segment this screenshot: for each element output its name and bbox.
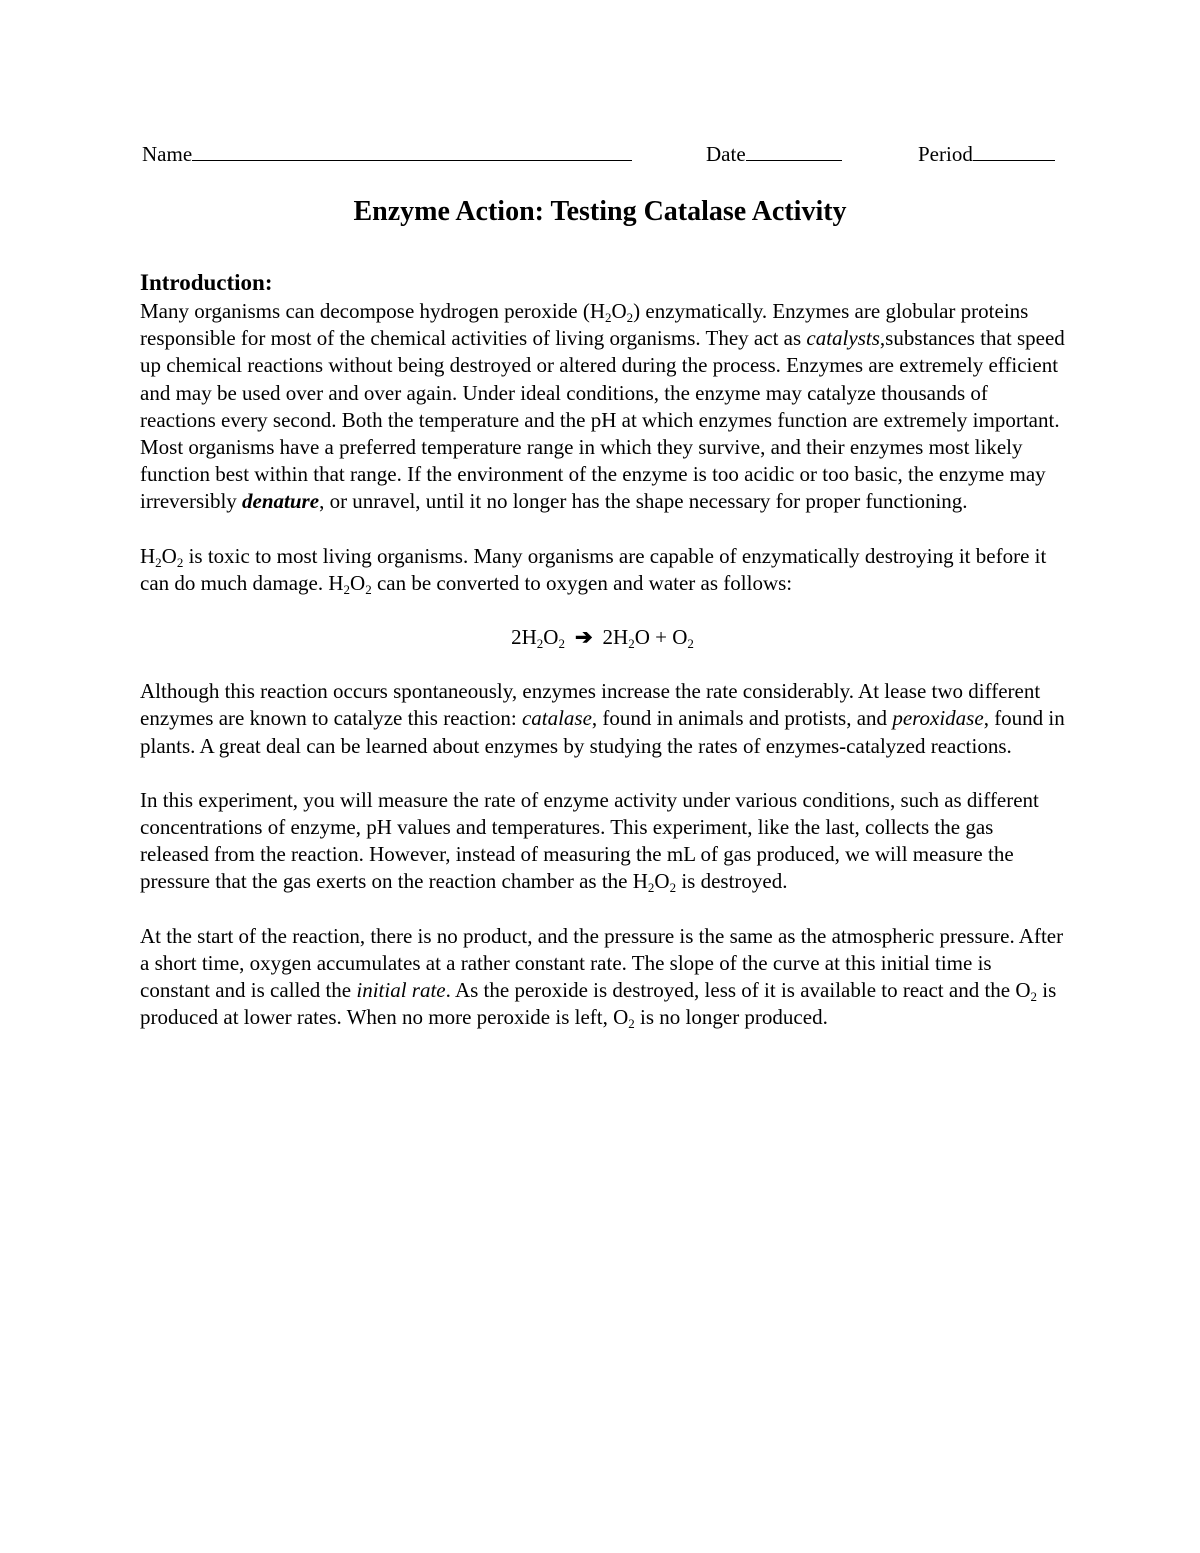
paragraph-3 [140,678,1065,760]
p4-text-b: O [654,869,670,894]
period-label: Period [918,142,973,166]
name-blank-line[interactable] [192,142,632,161]
subscript: 2 [365,581,372,597]
date-field[interactable] [706,142,842,167]
period-blank-line[interactable] [973,142,1055,161]
p5-text-b: . As the peroxide is destroyed, less of it is available to react and the O [445,978,1031,1003]
term-denature: denature [242,489,320,514]
p4-text-c: is destroyed. [676,869,788,894]
term-initial-rate: initial rate [356,978,446,1003]
p5-text-d: is no longer produced. [634,1005,828,1030]
p2-text-a: H [140,543,156,568]
arrow-right-icon: ➔ [574,625,593,650]
subscript: 2 [647,880,655,896]
term-catalysts: catalysts [806,326,880,351]
date-blank-line[interactable] [746,142,842,161]
name-label: Name [142,142,193,166]
eq-rhs-b: O + O [634,625,688,650]
p1-text-d: ,substances that speed up chemical reactions without being destroyed or altered during the process. Enzymes are extremely efficient and may be used over and over again. Under ideal conditions, the enzyme may catalyze thousands of reactions every second. Both the temperature and the pH at which enzymes function are extremely important. Most organisms have a preferred temperature range in which they survive, and their enzymes most likely function best within that range. If the environment of the enzyme is too acidic or too basic, the enzyme may irreversibly [140,326,1065,514]
p2-text-e: can be converted to oxygen and water as follows: [371,570,793,595]
p3-text-c: , found in plants. A great deal can be learned about enzymes by studying the rates of enzymes-catalyzed reactions. [140,706,1065,758]
p5-text-a: At the start of the reaction, there is no product, and the pressure is the same as the atmospheric pressure. After a short time, oxygen accumulates at a rather constant rate. The slope of the curve at this initial time is constant and is called the [140,923,1064,1003]
subscript: 2 [687,636,694,652]
document-body [140,268,1065,1058]
paragraph-1 [140,298,1065,516]
period-field[interactable] [918,142,1055,167]
p5-text-c: is produced at lower rates. When no more peroxide is left, O [140,978,1057,1030]
date-label: Date [706,142,746,166]
p1-text-e: , or unravel, until it no longer has the shape necessary for proper functioning. [319,489,968,514]
subscript: 2 [628,1016,635,1032]
subscript: 2 [155,554,162,570]
paragraph-4 [140,787,1065,896]
subscript: 2 [628,636,635,652]
p3-text-b: , found in animals and protists, and [591,706,893,731]
header-fields [142,142,1060,170]
subscript: 2 [176,554,184,570]
eq-lhs-b: O [543,625,559,650]
p2-text-b: O [161,543,177,568]
p1-text-c: ) enzymatically. Enzymes are globular proteins responsible for most of the chemical activities of living organisms. They act as [140,299,1029,351]
introduction-heading: Introduction: [140,270,273,295]
subscript: 2 [1030,989,1038,1005]
subscript: 2 [605,310,612,325]
subscript: 2 [669,880,677,896]
term-peroxidase: peroxidase [892,706,984,731]
paragraph-5 [140,923,1065,1032]
eq-lhs-a: 2H [511,625,537,650]
name-field[interactable] [142,142,632,167]
eq-rhs-a: 2H [602,625,629,650]
p2-text-d: O [350,570,366,595]
subscript: 2 [343,581,351,597]
paragraph-2 [140,543,1065,597]
subscript: 2 [558,636,565,652]
p3-text-a: Although this reaction occurs spontaneously, enzymes increase the rate considerably. At lease two different enzymes are known to catalyze this reaction: [140,679,1041,731]
subscript: 2 [536,636,544,652]
document-title: Enzyme Action: Testing Catalase Activity [353,196,847,227]
p1-text-a: Many organisms can decompose hydrogen peroxide (H [140,299,605,323]
p1-text-b: O [611,299,627,323]
chemical-equation [140,624,1065,651]
term-catalase: catalase [521,706,592,731]
subscript: 2 [626,310,634,325]
p2-text-c: is toxic to most living organisms. Many organisms are capable of enzymatically destroying it before it can do much damage. H [140,543,1047,595]
p4-text-a: In this experiment, you will measure the rate of enzyme activity under various conditions, such as different concentrations of enzyme, pH values and temperatures. This experiment, like the last, collects the gas released from the reaction. However, instead of measuring the mL of gas produced, we will measure the pressure that the gas exerts on the reaction chamber as the H [140,787,1039,894]
